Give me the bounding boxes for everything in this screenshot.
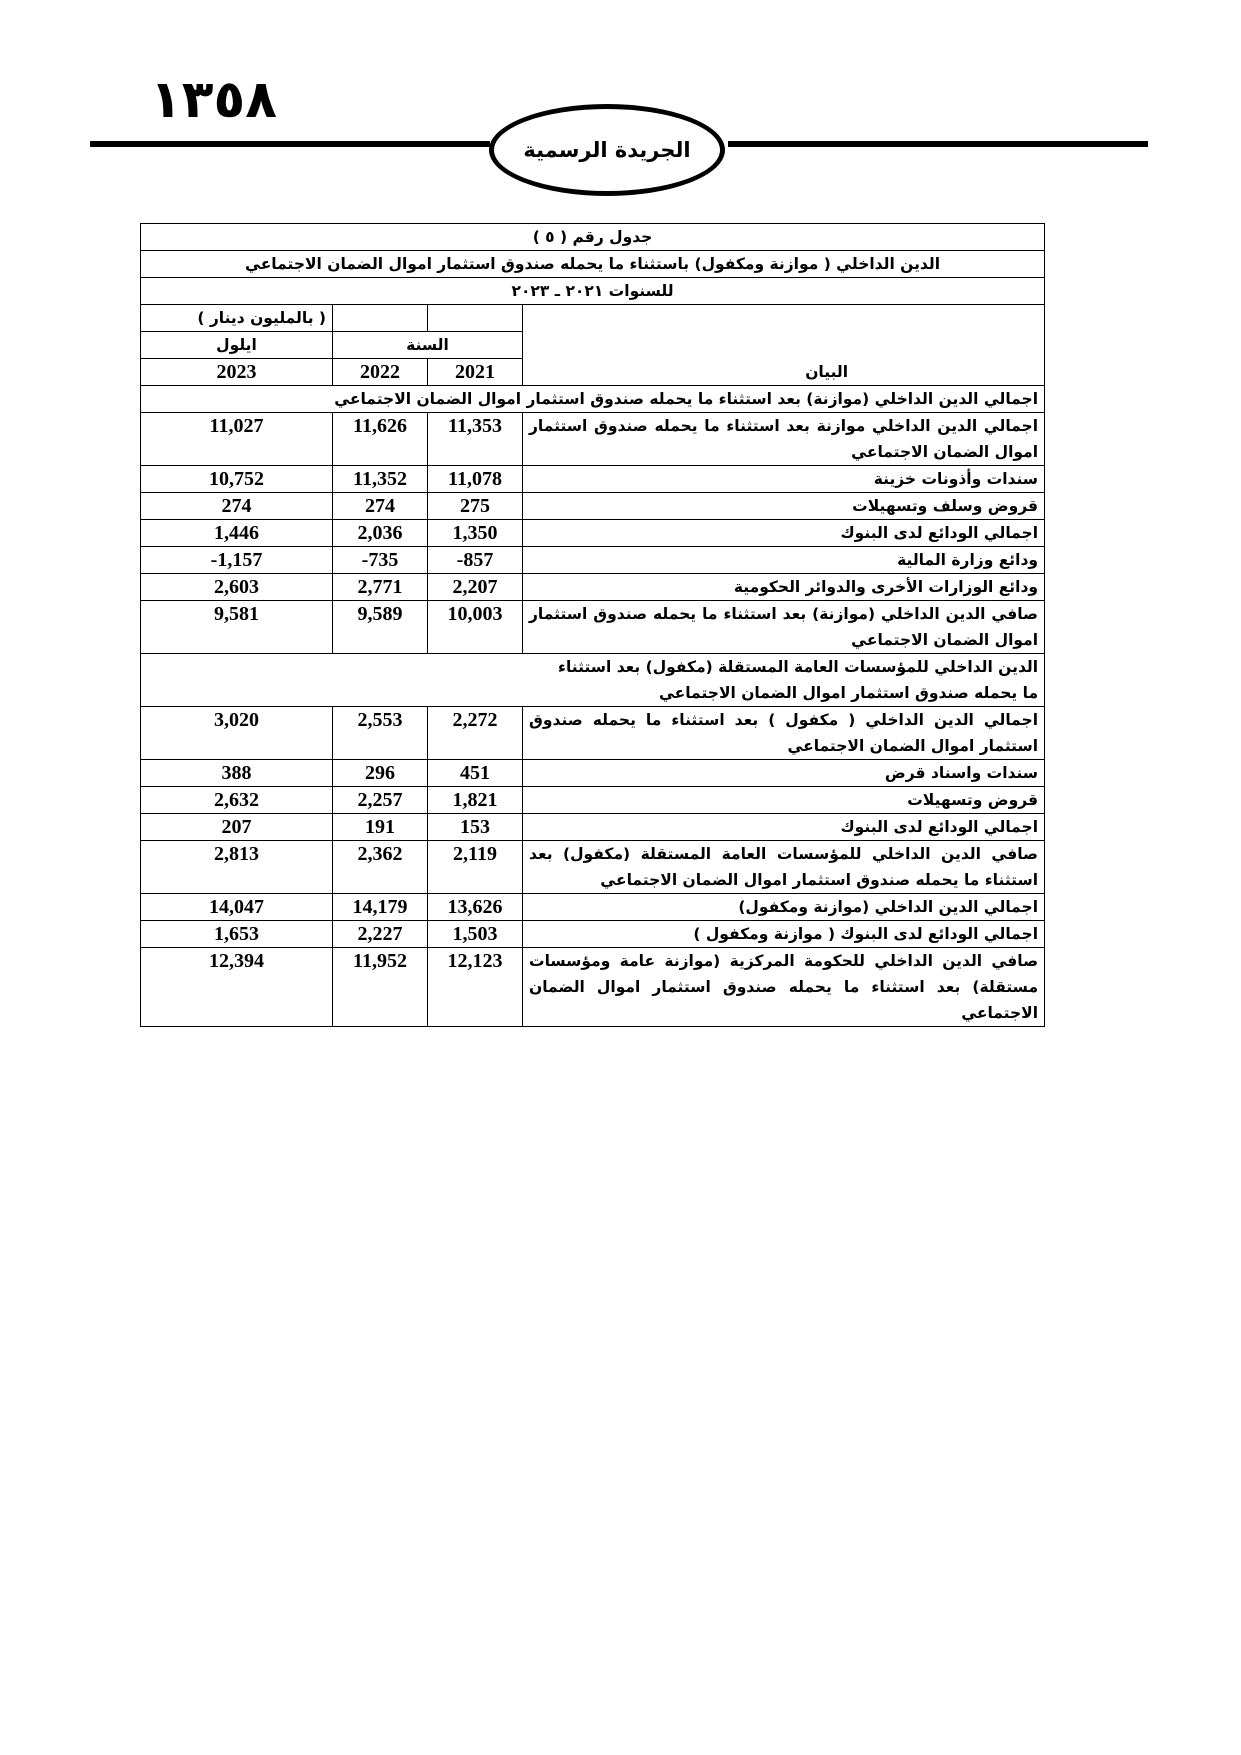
row-label: اجمالي الودائع لدى البنوك [523,520,1045,547]
value-2022: 9,589 [333,601,428,654]
row-label: ودائع الوزارات الأخرى والدوائر الحكومية [523,574,1045,601]
value-2021: 11,353 [428,413,523,466]
table-row [141,760,1045,787]
row-label: اجمالي الدين الداخلي ( مكفول ) بعد استثناء ما يحمله صندوق استثمار اموال الضمان الاجتماعي [523,707,1045,760]
value-2021: 2,119 [428,841,523,894]
value-2021: 1,350 [428,520,523,547]
value-2022: 2,227 [333,921,428,948]
table-row [141,814,1045,841]
value-2023: 207 [141,814,333,841]
table-row [141,547,1045,574]
value-2022: 296 [333,760,428,787]
value-2022: -735 [333,547,428,574]
value-2021: 451 [428,760,523,787]
row-label: قروض وتسهيلات [523,787,1045,814]
value-2023: 9,581 [141,601,333,654]
masthead-oval [489,104,725,196]
value-2023: 11,027 [141,413,333,466]
value-2023: -1,157 [141,547,333,574]
header-empty-cell [333,305,428,332]
year-header-2021: 2021 [428,359,523,386]
value-2021: 1,503 [428,921,523,948]
caption-row-1 [141,224,1045,251]
section-title-row [141,386,1045,413]
section-title-row [141,654,1045,707]
table-caption-title: الدين الداخلي ( موازنة ومكفول) باستثناء ما يحمله صندوق استثمار اموال الضمان الاجتماعي [141,251,1045,278]
value-2022: 11,352 [333,466,428,493]
value-2021: 153 [428,814,523,841]
value-2022: 2,553 [333,707,428,760]
header-row-unit [141,305,1045,332]
section2-title-line-1: الدين الداخلي للمؤسسات العامة المستقلة (مكفول) بعد استثناء [558,658,1039,676]
table-row [141,520,1045,547]
year-header-2022: 2022 [333,359,428,386]
item-header-label: البيان [805,363,849,381]
table-row [141,413,1045,466]
item-column-header [523,305,1045,386]
value-2022: 11,952 [333,948,428,1027]
year-header-2023: 2023 [141,359,333,386]
value-2023: 2,632 [141,787,333,814]
value-2022: 14,179 [333,894,428,921]
table-row [141,601,1045,654]
table-row [141,574,1045,601]
value-2023: 1,446 [141,520,333,547]
value-2022: 2,771 [333,574,428,601]
value-2022: 191 [333,814,428,841]
page-number: ١٣٥٨ [150,70,277,130]
value-2023: 2,813 [141,841,333,894]
value-2023: 274 [141,493,333,520]
sep-header: ايلول [141,332,333,359]
unit-label: ( بالمليون دينار ) [141,305,333,332]
row-label: اجمالي الدين الداخلي موازنة بعد استثناء ما يحمله صندوق استثمار اموال الضمان الاجتماعي [523,413,1045,466]
caption-row-3 [141,278,1045,305]
value-2021: -857 [428,547,523,574]
value-2022: 274 [333,493,428,520]
row-label: ودائع وزارة المالية [523,547,1045,574]
value-2021: 1,821 [428,787,523,814]
row-label: سندات وأذونات خزينة [523,466,1045,493]
value-2021: 13,626 [428,894,523,921]
row-label: اجمالي الدين الداخلي (موازنة ومكفول) [523,894,1045,921]
value-2021: 10,003 [428,601,523,654]
value-2021: 11,078 [428,466,523,493]
table-row [141,466,1045,493]
year-group-header: السنة [333,332,523,359]
section2-title [141,654,1045,707]
table-row [141,948,1045,1027]
value-2023: 1,653 [141,921,333,948]
value-2023: 388 [141,760,333,787]
row-label: صافي الدين الداخلي للمؤسسات العامة المستقلة (مكفول) بعد استثناء ما يحمله صندوق استثمار اموال الضمان الاجتماعي [523,841,1045,894]
debt-table [140,223,1045,1027]
row-label: صافي الدين الداخلي (موازنة) بعد استثناء ما يحمله صندوق استثمار اموال الضمان الاجتماعي [523,601,1045,654]
table-caption-number: جدول رقم ( ٥ ) [141,224,1045,251]
table-row [141,841,1045,894]
section1-title: اجمالي الدين الداخلي (موازنة) بعد استثناء ما يحمله صندوق استثمار اموال الضمان الاجتماعي [141,386,1045,413]
masthead-title: الجريدة الرسمية [523,138,691,162]
row-label: اجمالي الودائع لدى البنوك ( موازنة ومكفول ) [523,921,1045,948]
row-label: سندات واسناد قرض [523,760,1045,787]
table-row [141,707,1045,760]
value-2021: 275 [428,493,523,520]
value-2023: 3,020 [141,707,333,760]
header-empty-cell [428,305,523,332]
value-2021: 12,123 [428,948,523,1027]
masthead-rule-right [728,141,1148,147]
table-row [141,921,1045,948]
value-2022: 11,626 [333,413,428,466]
row-label: اجمالي الودائع لدى البنوك [523,814,1045,841]
row-label: قروض وسلف وتسهيلات [523,493,1045,520]
value-2023: 2,603 [141,574,333,601]
table-caption-years: للسنوات ٢٠٢١ ـ ٢٠٢٣ [141,278,1045,305]
row-label: صافي الدين الداخلي للحكومة المركزية (موازنة عامة ومؤسسات مستقلة) بعد استثناء ما يحمله صندوق استثمار اموال الضمان الاجتماعي [523,948,1045,1027]
masthead-rule-left [90,141,490,147]
value-2023: 10,752 [141,466,333,493]
table-row [141,493,1045,520]
value-2022: 2,257 [333,787,428,814]
table-row [141,894,1045,921]
value-2023: 14,047 [141,894,333,921]
caption-row-2 [141,251,1045,278]
value-2022: 2,036 [333,520,428,547]
value-2022: 2,362 [333,841,428,894]
value-2023: 12,394 [141,948,333,1027]
value-2021: 2,272 [428,707,523,760]
section2-title-line-2: ما يحمله صندوق استثمار اموال الضمان الاجتماعي [658,684,1039,702]
table-row [141,787,1045,814]
value-2021: 2,207 [428,574,523,601]
